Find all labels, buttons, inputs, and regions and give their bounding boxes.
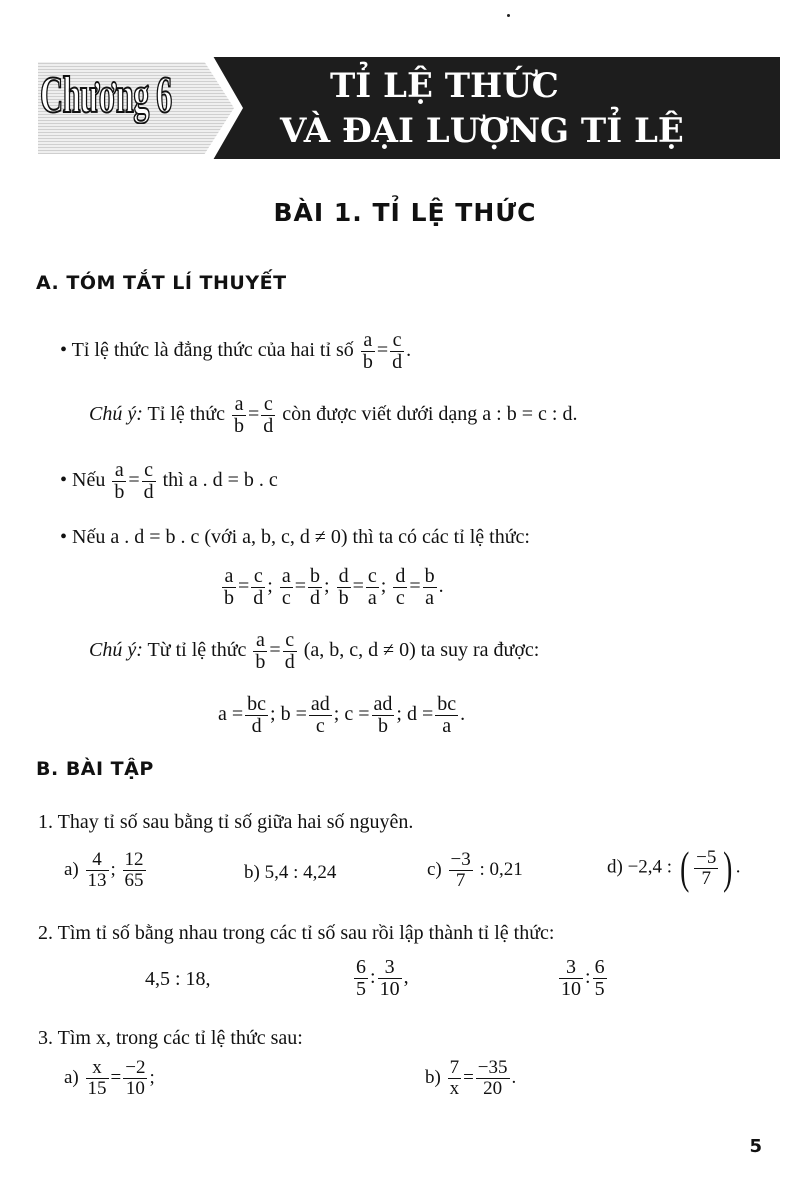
chapter-label: Chương 6 <box>40 67 172 124</box>
note2-rest: (a, b, c, d ≠ 0) ta suy ra được: <box>303 639 540 662</box>
note1-text: Tỉ lệ thức <box>147 403 226 426</box>
note1-rest: còn được viết dưới dạng a : b = c : d. <box>282 403 578 426</box>
chapter-title-line2: VÀ ĐẠI LƯỢNG TỈ LỆ <box>280 111 684 151</box>
page-number: 5 <box>749 1136 762 1157</box>
theory-bullet-1: • Tỉ lệ thức là đẳng thức của hai tỉ số $\frac{a}{b}$ = $\frac{c}{d}$ . <box>60 329 412 373</box>
stray-dot <box>507 14 510 17</box>
exercise-2-ratio-2: $\frac{6}{5}$ : $\frac{3}{10}$ , <box>356 956 409 1000</box>
theory-note-1: Chú ý: Tỉ lệ thức $\frac{a}{b}$ = $\frac{c}{d}$ còn được viết dưới dạng a : b = c : d. <box>89 393 578 437</box>
fraction-c-d: $\frac{c}{d}$ <box>392 329 403 373</box>
p2-if: Nếu <box>72 469 106 492</box>
fraction-c-d: $\frac{c}{d}$ <box>143 459 154 503</box>
exercise-1d: d) −2,4 : ( $\frac{-5}{7}$ ) . <box>607 842 741 893</box>
bullet-icon: • <box>60 526 68 548</box>
theory-bullet-2: • Nếu $\frac{a}{b}$ = $\frac{c}{d}$ thì a . d = b . c <box>60 459 278 503</box>
bullet-icon: • <box>60 339 68 362</box>
exercise-2: 2. Tìm tỉ số bằng nhau trong các tỉ số sau rồi lập thành tỉ lệ thức: <box>38 922 555 944</box>
exercise-1a: a) $\frac{4}{13}$ ; $\frac{12}{65}$ <box>64 849 144 891</box>
exercise-3: 3. Tìm x, trong các tỉ lệ thức sau: <box>38 1027 303 1049</box>
lesson-title: BÀI 1. TỈ LỆ THỨC <box>273 198 537 227</box>
derived-formulas: a = $\frac{bc}{d}$ ; b = $\frac{ad}{c}$ ; c = $\frac{ad}{b}$ ; d = $\frac{bc}{a}$ . <box>218 693 466 737</box>
exercise-1b: b) 5,4 : 4,24 <box>244 862 337 883</box>
proportions-list: $\frac{a}{b}$ = $\frac{c}{d}$ ; $\frac{a}{c}$ = $\frac{b}{d}$ ; $\frac{d}{b}$ = $\frac{c}{a}$ ; $\frac{d}{c}$ = $\frac{b}{a}$ . <box>224 565 444 609</box>
p3-text: Nếu a . d = b . c (với a, b, c, d ≠ 0) thì ta có các tỉ lệ thức: <box>72 526 530 548</box>
label-a: a) <box>64 1066 79 1088</box>
theory-note-2: Chú ý: Từ tỉ lệ thức $\frac{a}{b}$ = $\frac{c}{d}$ (a, b, c, d ≠ 0) ta suy ra được: <box>89 629 540 673</box>
theory-bullet-3 <box>60 526 530 549</box>
bullet-icon: • <box>60 469 68 492</box>
fraction-a-b: $\frac{a}{b}$ <box>362 329 373 373</box>
label-b: b) <box>425 1066 441 1088</box>
label-a: a) <box>64 858 79 880</box>
note-label: Chú ý: <box>89 639 143 662</box>
fraction-a-b: $\frac{a}{b}$ <box>234 393 245 437</box>
fraction-a-b: $\frac{a}{b}$ <box>114 459 125 503</box>
label-c: c) <box>427 858 442 880</box>
note-label: Chú ý: <box>89 403 143 426</box>
section-b-heading: B. BÀI TẬP <box>36 758 154 780</box>
exercise-3b: b) $\frac{7}{x}$ = $\frac{-35}{20}$ . <box>425 1057 517 1099</box>
p2-then: thì a . d = b . c <box>162 469 278 492</box>
fraction-c-d: $\frac{c}{d}$ <box>263 393 274 437</box>
exercise-2-ratio-1: 4,5 : 18, <box>145 968 211 990</box>
q1c-rest: : 0,21 <box>479 858 523 880</box>
section-a-heading: A. TÓM TẮT LÍ THUYẾT <box>36 272 287 294</box>
theory-p1-text: Tỉ lệ thức là đẳng thức của hai tỉ số <box>71 339 354 362</box>
exercise-1c: c) $\frac{-3}{7}$ : 0,21 <box>427 849 523 891</box>
chapter-title-line1: TỈ LỆ THỨC <box>330 66 559 106</box>
exercise-3a: a) $\frac{x}{15}$ = $\frac{-2}{10}$ ; <box>64 1057 155 1099</box>
exercise-1: 1. Thay tỉ số sau bằng tỉ số giữa hai số nguyên. <box>38 811 414 833</box>
exercise-2-ratio-3: $\frac{3}{10}$ : $\frac{6}{5}$ <box>561 956 605 1000</box>
label-d: d) −2,4 : <box>607 856 673 878</box>
note2-text: Từ tỉ lệ thức <box>147 639 247 662</box>
